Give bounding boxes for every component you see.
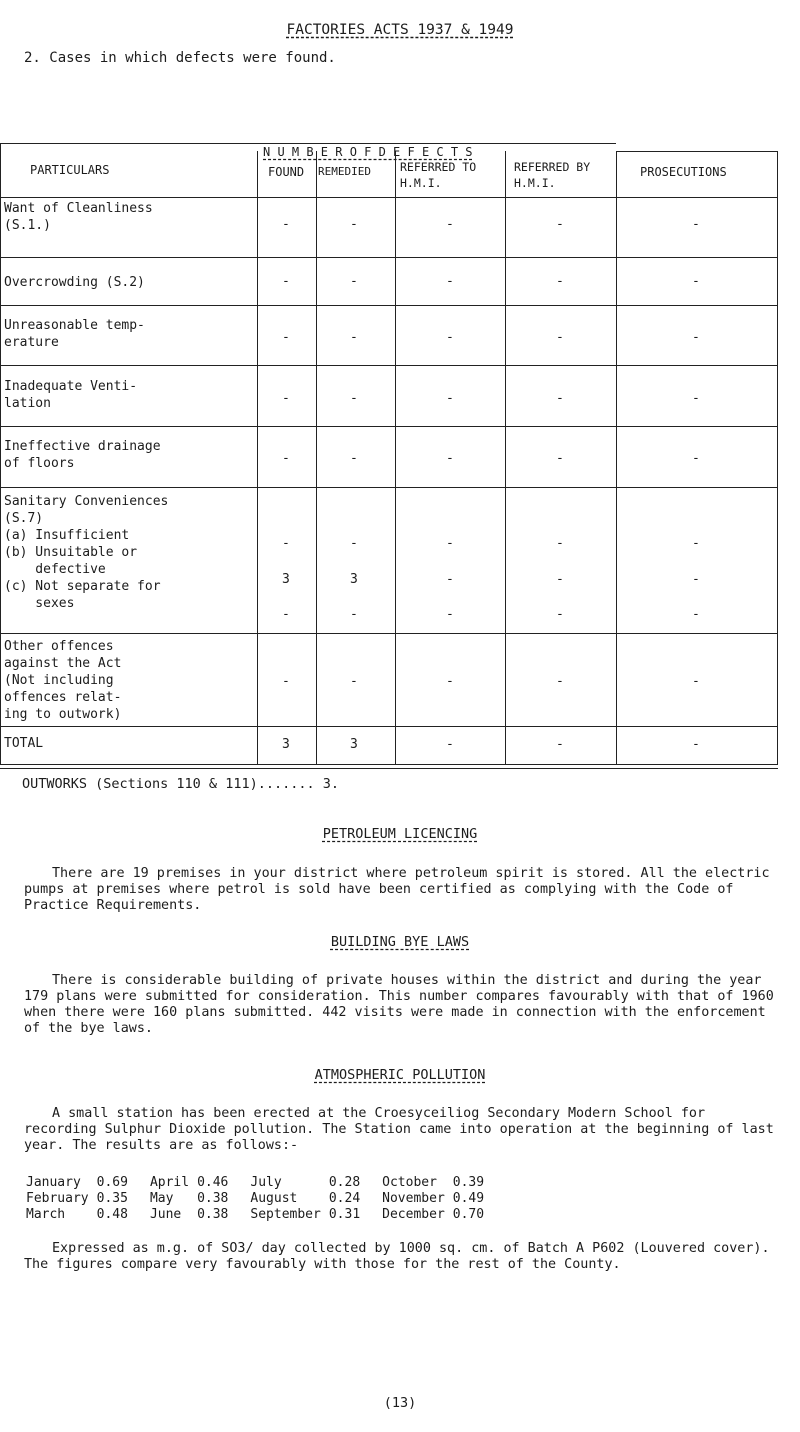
cell-value: - [692,451,700,466]
month-value: 0.49 [452,1191,485,1206]
building-paragraph: There is considerable building of private houses within the district and during the year 179 plans were submitted for consideration. This number compares favourably with that of 1960 when there were 160 plans submitted. 442 visits were made in connection with the enforcement of the bye laws. [24,973,774,1036]
month-label: May [149,1191,174,1206]
cell-value: - [692,674,700,689]
row-label-ventilation: Inadequate Venti- lation [4,379,138,411]
petroleum-heading: PETROLEUM LICENCING [322,826,478,842]
cell-value: - [282,274,290,289]
pollution-results-table [26,1175,492,1223]
month-value: 0.48 [96,1207,128,1222]
page-title: FACTORIES ACTS 1937 & 1949 [286,22,514,38]
month-label: November [382,1191,445,1206]
month-label: March [26,1207,66,1222]
cell-value: - [446,572,454,587]
cell-value: - [350,217,358,232]
month-label: April [149,1175,190,1190]
cell-value: - [556,451,564,466]
cell-value: - [282,330,290,345]
month-value: 0.38 [197,1191,229,1206]
row-label-overcrowding: Overcrowding (S.2) [4,275,145,290]
cell-value: - [556,674,564,689]
cell-value: - [350,391,358,406]
cell-value: - [282,607,290,622]
cell-value: - [556,572,564,587]
number-of-defects-header: N U M B E R O F D E F E C T S [263,145,473,159]
row-label-total: TOTAL [4,736,44,751]
cell-value: - [282,391,290,406]
total-value: 3 [350,737,358,752]
month-value: 0.31 [328,1207,361,1222]
month-label: December [382,1207,445,1222]
pollution-footer-paragraph: Expressed as m.g. of SO3/ day collected by 1000 sq. cm. of Batch A P602 (Louvered cover). The figures compare very favourably with those for the rest of the County. [24,1241,770,1272]
cell-value: - [692,330,700,345]
cell-value: - [282,536,290,551]
row-label-other-offences: Other offences against the Act (Not including offences relat- ing to outwork) [4,639,122,722]
month-label: September [250,1207,321,1222]
table-border-top [0,143,616,144]
table-border-bottom [0,764,778,765]
cell-value: - [350,607,358,622]
cell-value: - [350,330,358,345]
table-row [26,1175,492,1191]
cell-value: - [282,674,290,689]
row-separator [0,633,778,634]
cell-value: - [446,391,454,406]
month-label: July [250,1175,282,1190]
row-label-sanitary: Sanitary Conveniences (S.7) (a) Insufficient (b) Unsuitable or defective (c) Not separate for sexes [4,494,169,611]
particulars-header: PARTICULARS [30,163,110,177]
table-divider [257,151,258,765]
row-separator [0,365,778,366]
table-divider [395,151,396,765]
total-value: 3 [282,737,290,752]
month-label: January [26,1175,81,1190]
cell-value: - [350,674,358,689]
pollution-paragraph: A small station has been erected at the Croesyceiliog Secondary Modern School for recording Sulphur Dioxide pollution. The Station came into operation at the beginning of last year. The results are as follows:- [24,1106,774,1153]
table-divider [505,151,506,765]
cell-value: - [282,451,290,466]
petroleum-paragraph: There are 19 premises in your district where petroleum spirit is stored. All the electric pumps at premises where petrol is sold have been certified as complying with the Code of Practice Requirements. [24,866,770,913]
cell-value: - [446,536,454,551]
month-value: 0.35 [96,1191,128,1206]
cell-value: - [556,391,564,406]
row-separator [0,197,778,198]
cell-value: - [282,217,290,232]
cell-value: - [692,607,700,622]
row-label-temperature: Unreasonable temp- erature [4,318,145,350]
cell-value: - [692,536,700,551]
cell-value: - [446,607,454,622]
month-label: February [26,1191,89,1206]
month-value: 0.38 [197,1207,229,1222]
row-separator [0,305,778,306]
column-header-found: FOUND [268,165,305,179]
table-row [26,1207,492,1223]
cell-value: - [350,274,358,289]
total-value: - [692,737,700,752]
row-separator [0,487,778,488]
month-label: June [149,1207,182,1222]
outworks-line: OUTWORKS (Sections 110 & 111)....... 3. [22,776,339,792]
month-value: 0.39 [452,1175,485,1190]
row-separator [0,257,778,258]
cell-value: - [692,572,700,587]
cell-value: - [446,217,454,232]
row-separator [0,426,778,427]
table-divider [616,151,617,765]
cell-value: - [556,536,564,551]
total-value: - [446,737,454,752]
cell-value: - [446,451,454,466]
month-value: 0.46 [197,1175,229,1190]
cell-value: - [556,274,564,289]
cell-value: - [446,274,454,289]
table-border-right [777,151,778,765]
cell-value: - [556,217,564,232]
month-value: 0.28 [328,1175,361,1190]
month-label: August [250,1191,298,1206]
cell-value: - [692,274,700,289]
cell-value: 3 [350,572,358,587]
table-divider [316,151,317,765]
row-label-drainage: Ineffective drainage of floors [4,439,161,471]
column-header-remedied: REMEDIED [318,165,371,178]
table-border-top [616,151,778,152]
total-value: - [556,737,564,752]
column-header-prosecutions: PROSECUTIONS [640,165,727,179]
cell-value: - [350,536,358,551]
month-value: 0.69 [96,1175,128,1190]
section-heading: 2. Cases in which defects were found. [24,50,336,66]
cell-value: - [692,391,700,406]
pollution-heading: ATMOSPHERIC POLLUTION [314,1067,486,1083]
cell-value: - [556,330,564,345]
month-value: 0.70 [452,1207,485,1222]
row-separator [0,726,778,727]
row-label-cleanliness: Want of Cleanliness (S.1.) [4,201,153,233]
cell-value: - [446,330,454,345]
cell-value: - [446,674,454,689]
cell-value: - [556,607,564,622]
column-header-referred-to: REFERRED TO H.M.I. [400,160,477,190]
defects-table [0,143,780,768]
month-label: October [382,1175,437,1190]
building-heading: BUILDING BYE LAWS [330,934,470,950]
page-number: (13) [383,1395,417,1411]
table-border-left [0,143,1,765]
cell-value: - [692,217,700,232]
column-header-referred-by: REFERRED BY H.M.I. [514,160,591,190]
cell-value: - [350,451,358,466]
table-row [26,1191,492,1207]
cell-value: 3 [282,572,290,587]
table-border-bottom [0,768,778,769]
month-value: 0.24 [328,1191,361,1206]
